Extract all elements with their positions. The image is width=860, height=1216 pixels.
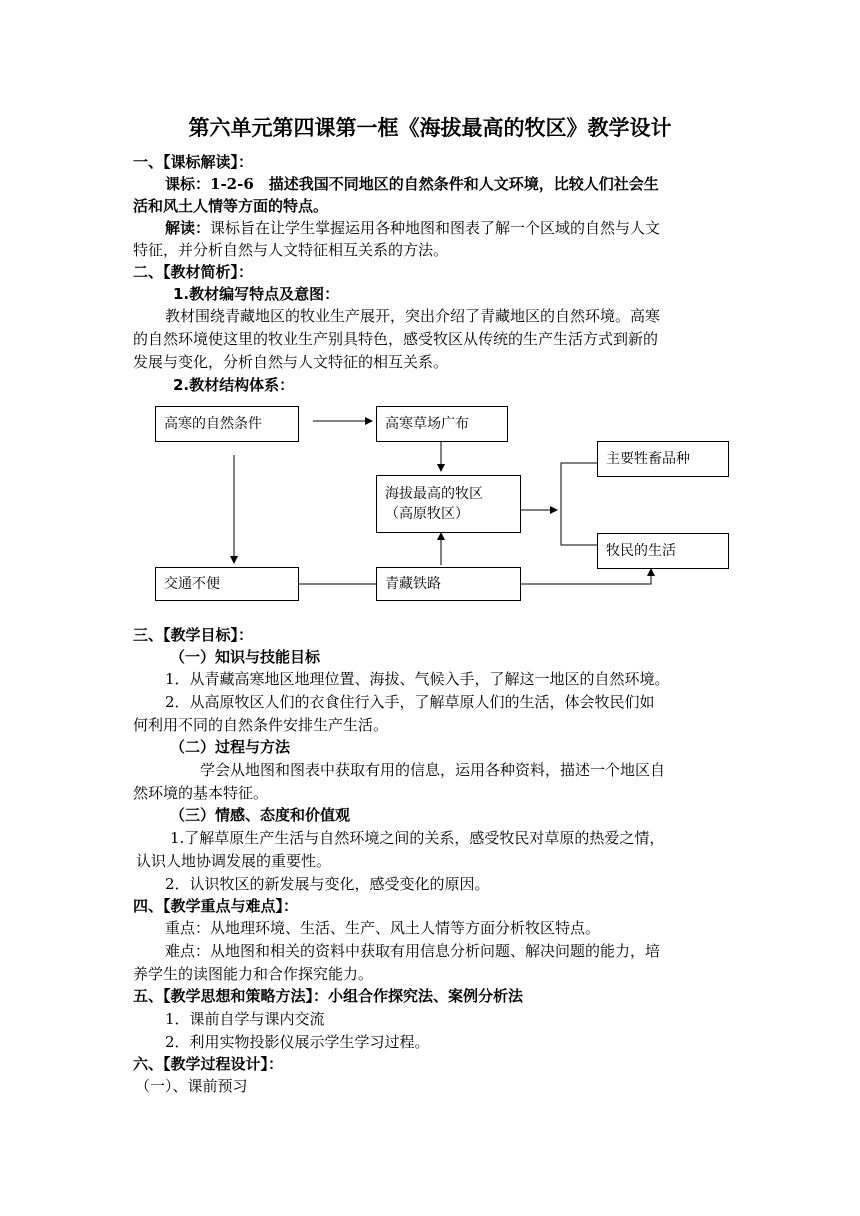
section-3-heading: 三、【教学目标】： <box>133 626 254 644</box>
box-highest-pasture-line-2: （高原牧区） <box>385 506 469 522</box>
difficult-point-cont: 养学生的读图能力和合作探究能力。 <box>133 965 374 983</box>
arrow-railway-to-herder-life <box>521 569 651 584</box>
difficult-point: 难点：从地图和相关的资料中获取有用信息分析问题、解决问题的能力，培 <box>165 942 661 960</box>
goal-attitude-heading: （三）情感、态度和价值观 <box>170 806 351 824</box>
section-2-heading: 二、【教材简析】： <box>133 263 254 281</box>
box-livestock-label: 主要牲畜品种 <box>606 451 690 467</box>
box-herder-life <box>597 533 729 569</box>
goal-process-text: 学会从地图和图表中获取有用的信息，运用各种资料，描述一个地区自 <box>200 761 666 779</box>
goal-knowledge-2: 2．从高原牧区人们的衣食住行入手，了解草原人们的生活，体会牧民们如 <box>165 693 655 711</box>
interpretation-cont: 特征，并分析自然与人文特征相互关系的方法。 <box>133 241 449 259</box>
section-6-heading: 六、【教学过程设计】： <box>133 1055 284 1073</box>
key-point: 重点：从地理环境、生活、生产、风土人情等方面分析牧区特点。 <box>165 919 601 937</box>
section-4-heading: 四、【教学重点与难点】： <box>133 897 299 915</box>
goal-process-text-cont: 然环境的基本特征。 <box>133 784 269 802</box>
curriculum-standard <box>165 173 659 195</box>
textbook-para-line-2: 的自然环境使这里的牧业生产别具特色，感受牧区从传统的生产生活方式到新的 <box>133 330 659 348</box>
section-1-heading: 一、【课标解读】： <box>133 153 254 171</box>
goal-process-heading: （二）过程与方法 <box>170 738 291 756</box>
textbook-features-subheading: 1.教材编写特点及意图： <box>173 285 340 303</box>
box-railway-label: 青藏铁路 <box>385 576 441 592</box>
curriculum-standard-text: 1-2-6 描述我国不同地区的自然条件和人文环境，比较人们社会生 <box>210 175 659 193</box>
textbook-para-line-3: 发展与变化，分析自然与人文特征的相互关系。 <box>133 353 449 371</box>
box-herder-life-label: 牧民的生活 <box>606 543 676 559</box>
method-item-1: 1．课前自学与课内交流 <box>165 1010 325 1028</box>
box-highest-pasture <box>376 475 521 533</box>
goal-attitude-2: 2．认识牧区的新发展与变化，感受变化的原因。 <box>165 875 490 893</box>
goal-knowledge-2-cont: 何利用不同的自然条件安排生产生活。 <box>133 716 389 734</box>
curriculum-standard-label: 课标： <box>165 175 211 193</box>
box-transport <box>155 567 299 601</box>
process-step-preview: （一）、课前预习 <box>135 1077 248 1095</box>
bracket-outcomes <box>561 463 597 545</box>
box-cold-conditions <box>155 406 299 442</box>
interpretation <box>165 217 660 239</box>
page-title: 第六单元第四课第一框《海拔最高的牧区》教学设计 <box>188 116 672 140</box>
curriculum-standard-cont: 活和风土人情等方面的特点。 <box>133 197 329 215</box>
box-grassland <box>376 406 508 442</box>
interpretation-text: 课标旨在让学生掌握运用各种地图和图表了解一个区域的自然与人文 <box>210 219 661 237</box>
goal-knowledge-1: 1．从青藏高寒地区地理位置、海拔、气候入手，了解这一地区的自然环境。 <box>165 670 670 688</box>
box-transport-label: 交通不便 <box>164 576 220 592</box>
box-highest-pasture-line-1: 海拔最高的牧区 <box>385 486 483 502</box>
box-grassland-label: 高寒草场广布 <box>385 416 469 432</box>
box-cold-conditions-label: 高寒的自然条件 <box>164 416 262 432</box>
textbook-para-line-1: 教材围绕青藏地区的牧业生产展开，突出介绍了青藏地区的自然环境。高寒 <box>165 307 661 325</box>
box-railway <box>376 567 521 601</box>
goal-attitude-1-cont: 认识人地协调发展的重要性。 <box>136 852 332 870</box>
method-item-2: 2．利用实物投影仪展示学生学习过程。 <box>165 1033 430 1051</box>
interpretation-label: 解读： <box>165 219 211 237</box>
goal-attitude-1: 1.了解草原生产生活与自然环境之间的关系，感受牧民对草原的热爱之情， <box>170 829 665 847</box>
box-livestock <box>597 441 729 477</box>
goal-knowledge-heading: （一）知识与技能目标 <box>170 648 321 666</box>
textbook-structure-subheading: 2.教材结构体系： <box>173 376 295 394</box>
section-5-heading: 五、【教学思想和策略方法】：小组合作探究法、案例分析法 <box>133 987 524 1005</box>
